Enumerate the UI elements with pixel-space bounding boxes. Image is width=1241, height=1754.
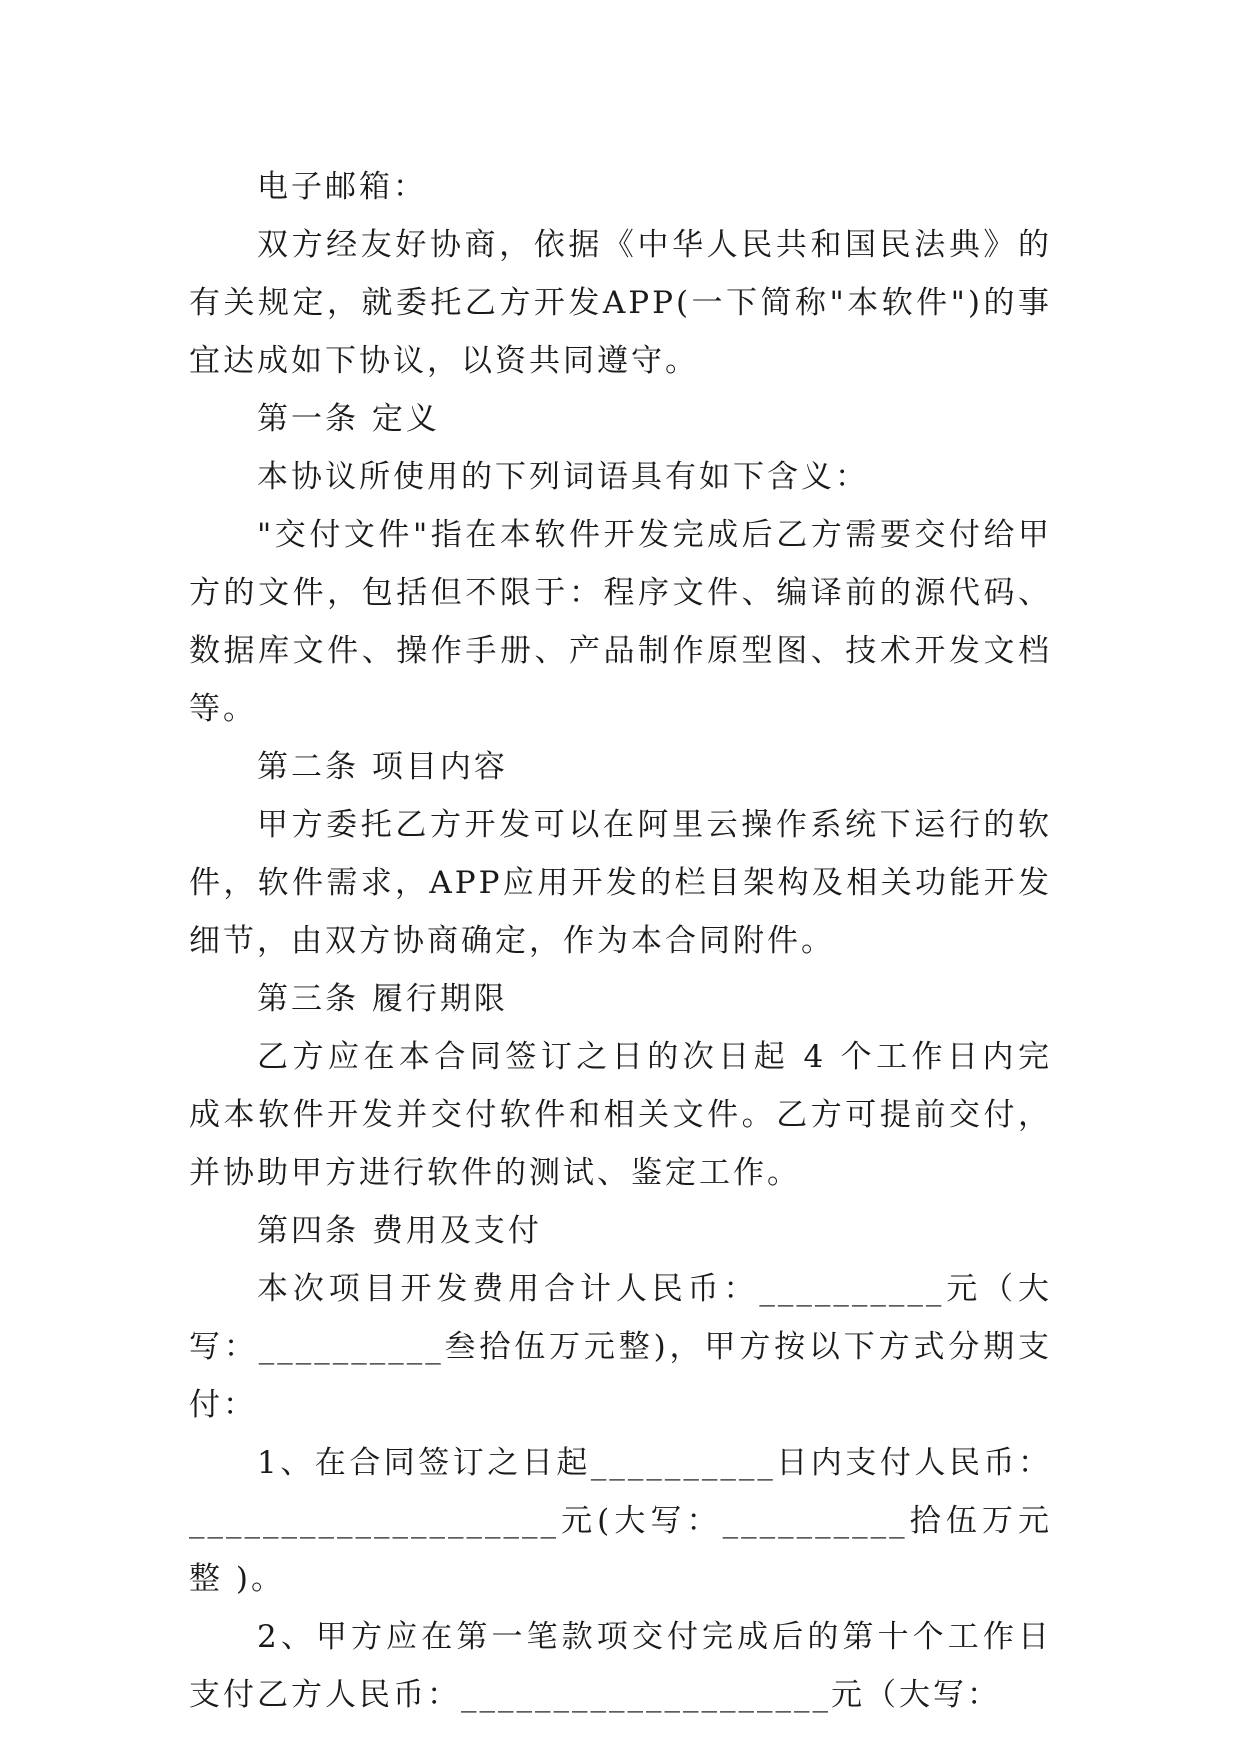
article-1-definition: "交付文件"指在本软件开发完成后乙方需要交付给甲方的文件，包括但不限于：程序文件、编译前的源代码、数据库文件、操作手册、产品制作原型图、技术开发文档等。: [189, 517, 1052, 727]
article-4-installment-1: 1、在合同签订之日起__________日内支付人民币：____________________元(大写：__________拾伍万元整 )。: [189, 1445, 1052, 1597]
article-1-heading: 第一条 定义: [257, 401, 440, 437]
email-line: 电子邮箱：: [257, 169, 427, 205]
article-4-fee: 本次项目开发费用合计人民币：__________元（大写：__________叁拾伍万元整)，甲方按以下方式分期支付：: [189, 1271, 1052, 1423]
document-body: [189, 158, 1052, 1724]
article-3-body: 乙方应在本合同签订之日的次日起 4 个工作日内完成本软件开发并交付软件和相关文件。乙方可提前交付，并协助甲方进行软件的测试、鉴定工作。: [189, 1039, 1052, 1191]
preamble-paragraph: 双方经友好协商，依据《中华人民共和国民法典》的有关规定，就委托乙方开发APP(一下简称"本软件")的事宜达成如下协议，以资共同遵守。: [189, 227, 1052, 379]
article-1-intro: 本协议所使用的下列词语具有如下含义：: [257, 459, 869, 495]
article-4-installment-2: 2、甲方应在第一笔款项交付完成后的第十个工作日支付乙方人民币：____________________元（大写：: [189, 1619, 1052, 1713]
article-3-heading: 第三条 履行期限: [257, 981, 508, 1017]
article-4-heading: 第四条 费用及支付: [257, 1213, 542, 1249]
article-2-heading: 第二条 项目内容: [257, 749, 508, 785]
article-2-body: 甲方委托乙方开发可以在阿里云操作系统下运行的软件，软件需求，APP应用开发的栏目架构及相关功能开发细节，由双方协商确定，作为本合同附件。: [189, 807, 1052, 959]
